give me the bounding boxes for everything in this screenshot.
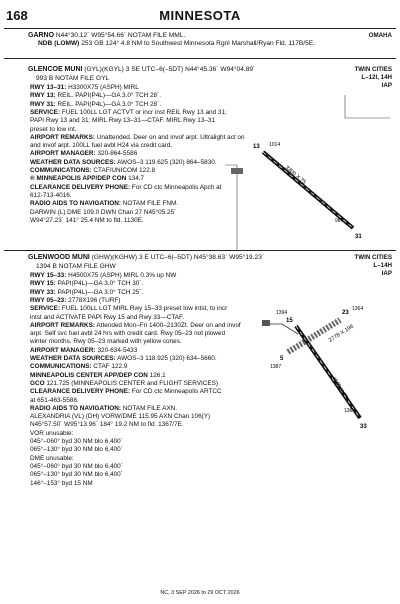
glenwood-line-label: MINNEAPOLIS CENTER APP/DEP CON <box>30 371 148 379</box>
glenwood-line-text: 121.725 (MINNEAPOLIS CENTER and FLIGHT SERVICES) <box>44 379 218 387</box>
glenwood-line-text: PAPI(P4L)—GA 3.0° TCH 25´. <box>55 288 144 296</box>
glencoe-chart-2: L–12I, 14H <box>361 74 392 81</box>
glencoe-heading <box>28 66 255 74</box>
glenwood-line-text: intst and ACTIVATE PAPI Rwy 15 and Rwy 33—CTAF. <box>30 313 185 321</box>
glenwood-line <box>30 380 218 388</box>
glenwood-line-text: PAPI(P4L)—GA 3.0° TCH 30´. <box>55 280 144 288</box>
glencoe-line-text: W94°27.23´ 141° 25.4 NM to fld. 1130E. <box>30 216 144 224</box>
glencoe-line-text: Unattended. Deer on and invof arpt. Ultralight act on <box>94 133 245 141</box>
glenwood-rwy-end-23: 23 <box>342 310 349 316</box>
glenwood-line-text: arpt. Self svc fuel avbl 24 hrs with credit card. Rwy 05–23 not plowed <box>30 330 226 338</box>
glenwood-line-label: RWY 15–33: <box>30 272 67 279</box>
glencoe-line-label: RWY 31: <box>30 100 56 108</box>
glenwood-line <box>30 438 123 446</box>
glencoe-chart-1: TWIN CITIES <box>354 66 392 73</box>
glencoe-line <box>30 184 221 192</box>
glenwood-line-text: Attended Mon–Fri 1400–2130Zt. Deer on and invof <box>94 321 241 329</box>
glenwood-line-label: RWY 05–23: <box>30 296 67 304</box>
divider-1 <box>4 58 396 59</box>
glenwood-line-label: AIRPORT REMARKS: <box>30 321 95 329</box>
glenwood-line <box>30 289 143 297</box>
glencoe-line <box>30 175 144 183</box>
glencoe-line-text: FUEL 100LL LGT ACTVT or incr inst REIL Rwy 13 and 31; <box>60 108 227 116</box>
glencoe-line <box>30 134 245 142</box>
glenwood-line-text: 045°–060° byd 30 NM blo 6,400´ <box>30 462 123 470</box>
glenwood-charts <box>355 254 392 278</box>
glenwood-line-text: 045°–060° byd 30 NM blo 6,400´ <box>30 438 123 445</box>
page-footer: NC, 3 SEP 2026 to 29 OCT 2026 <box>160 590 240 596</box>
glenwood-line <box>30 305 227 313</box>
glenwood-elev-4: 1387 <box>270 364 282 370</box>
glenwood-rwy2-label: 4500 X 75 <box>330 375 349 401</box>
glencoe-road-1 <box>345 95 390 118</box>
glencoe-line-text: REIL. PAPI(P4L)—GA 3.0° TCH 28´. <box>55 92 162 100</box>
glenwood-line-text: DME unusable: <box>30 454 74 462</box>
glenwood-elev-1: 1394 <box>276 310 288 316</box>
glencoe-line-text: REIL. PAPI(P4L)—GA 3.0° TCH 28´. <box>55 100 162 108</box>
glenwood-line <box>30 372 166 380</box>
glencoe-rwy-end-31: 31 <box>355 234 362 240</box>
glencoe-line <box>30 84 139 92</box>
glenwood-line <box>30 347 137 355</box>
glencoe-line-text: H3300X75 (ASPH) MIRL <box>66 84 139 91</box>
glencoe-road-2 <box>225 165 237 250</box>
glenwood-line <box>30 388 222 396</box>
glenwood-line <box>30 297 120 305</box>
glenwood-line-label: GCO <box>30 379 45 387</box>
glenwood-line <box>30 463 123 471</box>
glencoe-line-text: PAPI Rwy 13 and 31; MIRL Rwy 13–31—CTAF. MIRL Rwy 13–31 <box>30 117 216 125</box>
glenwood-line <box>30 480 93 488</box>
glenwood-line <box>30 322 241 330</box>
glenwood-name: GLENWOOD MUNI <box>28 254 90 261</box>
divider-2 <box>4 250 396 251</box>
glencoe-line <box>30 150 137 158</box>
glenwood-line-label: CLEARANCE DELIVERY PHONE: <box>30 388 131 396</box>
glencoe-line <box>30 200 178 208</box>
glenwood-rwy-end-33: 33 <box>360 424 367 430</box>
glenwood-elevation: 1394 B NOTAM FILE GHW <box>36 263 116 270</box>
glenwood-line <box>30 280 143 288</box>
garno-chart: OMAHA <box>368 32 392 39</box>
glencoe-line-label: COMMUNICATIONS: <box>30 167 92 174</box>
glencoe-line-text: DARWIN (L) DME 109.0 DWN Chan 27 N45°05.25´ <box>30 208 177 216</box>
glenwood-line-text: N45°57.50´ W95°13.96´ 184° 19.2 NM to fld. 1367/7E. <box>30 421 184 429</box>
glenwood-line-text: VOR unusable: <box>30 429 74 437</box>
glencoe-line-label: RWY 13–31: <box>30 84 67 91</box>
glenwood-line <box>30 272 176 280</box>
glencoe-charts <box>355 66 392 90</box>
glencoe-line <box>30 209 176 217</box>
garno-ndb-label: NDB (LOMW) <box>38 40 80 47</box>
glencoe-runway-label: 3300 X 75 <box>283 164 307 186</box>
glenwood-line-label: SERVICE: <box>30 305 61 313</box>
glencoe-line <box>30 217 144 225</box>
glenwood-line-text: NOTAM FILE AXN. <box>121 404 178 412</box>
glenwood-elev-2: 1364 <box>352 306 364 312</box>
glenwood-heading <box>28 254 264 262</box>
glencoe-line-text: AWOS–3 119.625 (320) 864–5830. <box>115 158 217 166</box>
glencoe-location: 3 SE UTC–6(–5DT) N44°45.36´ W94°04.89´ <box>125 66 256 73</box>
glenwood-line-text: ALEXANDRIA (VL) (DH) VORW/DME 115.95 AXN Chan 106(Y) <box>30 413 211 421</box>
glenwood-rwy1-label: 2778 X 196 <box>327 323 355 344</box>
glencoe-line-text: 134.7 <box>126 175 145 183</box>
glenwood-line <box>30 455 74 463</box>
glenwood-line <box>30 338 182 346</box>
glenwood-chart-1: TWIN CITIES <box>354 254 392 261</box>
glencoe-line-label: ® MINNEAPOLIS APP/DEP CON <box>30 175 127 183</box>
glencoe-line-label: WEATHER DATA SOURCES: <box>30 158 116 166</box>
glencoe-line <box>30 167 155 175</box>
glenwood-location: 3 E UTC–6(–5DT) N45°38.63´ W95°19.23´ <box>138 254 265 261</box>
glenwood-chart-2: L–14H <box>373 262 392 269</box>
glenwood-line <box>30 421 184 429</box>
glenwood-rwy-end-15: 15 <box>286 318 293 324</box>
glencoe-line <box>30 92 161 100</box>
glenwood-line <box>30 363 127 371</box>
state-title: MINNESOTA <box>159 8 241 23</box>
header-rule <box>4 28 396 29</box>
glencoe-line-label: RWY 13: <box>30 92 56 100</box>
glencoe-line-label: AIRPORT REMARKS: <box>30 133 95 141</box>
glenwood-line-label: RWY 15: <box>30 280 56 288</box>
glencoe-line-label: CLEARANCE DELIVERY PHONE: <box>30 183 131 191</box>
glencoe-name: GLENCOE MUNI <box>28 66 83 73</box>
glencoe-line-text: preset to low int. <box>30 125 77 133</box>
glencoe-line <box>30 117 215 125</box>
glenwood-line-text: 2778X196 (TURF) <box>66 296 121 304</box>
glencoe-line <box>30 126 77 134</box>
glenwood-line-text: winter months. Rwy 05–23 marked with yellow cones. <box>30 338 182 346</box>
glenwood-line-label: COMMUNICATIONS: <box>30 363 92 371</box>
glencoe-line-label: SERVICE: <box>30 108 61 116</box>
glenwood-line-text: AWOS–3 118.925 (320) 634–5660. <box>115 355 217 362</box>
glencoe-elevation: 993 B NOTAM FILE GYL <box>36 75 110 82</box>
glencoe-line <box>30 109 227 117</box>
glenwood-ident: (GHW)(KGHW) <box>91 254 138 261</box>
glencoe-elev-label-2: 987 <box>335 218 344 224</box>
page-header <box>0 6 400 26</box>
glenwood-line-text: CTAF 122.9 <box>91 363 128 371</box>
glencoe-chart-3: IAP <box>381 82 392 89</box>
garno-ndb-info: 253 GB 124° 4.8 NM to Southwest Minnesota Rgnl Marshall/Ryan Fld. 117B/5E. <box>81 40 316 47</box>
glenwood-elev-3: 1367 <box>344 408 356 414</box>
glencoe-rwy-end-13: 13 <box>253 144 260 150</box>
glenwood-line <box>30 314 184 322</box>
glenwood-line <box>30 330 225 338</box>
glenwood-line <box>30 430 73 438</box>
glencoe-line-label: AIRPORT MANAGER: <box>30 150 96 158</box>
glenwood-line <box>30 446 123 454</box>
glenwood-line <box>30 397 79 405</box>
glencoe-line <box>30 101 161 109</box>
glenwood-line-text: 320-634-5433 <box>95 346 138 354</box>
glenwood-line-text: H4500X75 (ASPH) MIRL 0.3% up NW <box>66 272 177 279</box>
glencoe-line-text: 612-713-4016. <box>30 191 72 199</box>
glencoe-runway-13-31 <box>263 152 353 228</box>
glencoe-building <box>231 168 243 174</box>
garno-name: GARNO <box>28 32 55 39</box>
glencoe-line <box>30 159 217 167</box>
glenwood-line-text: For CD ctc Minneapolis ARTCC <box>130 388 222 396</box>
glencoe-line-text: For CD ctc Minneapolis Apch at <box>130 183 222 191</box>
glenwood-line-text: 146°–153° byd 15 NM <box>30 479 93 487</box>
glencoe-line-text: NOTAM FILE FNM. <box>121 200 179 208</box>
glencoe-elev-label: 1014 <box>269 142 281 148</box>
glenwood-line-text: 065°–130° byd 30 NM blo 6,400´ <box>30 446 123 454</box>
glenwood-rwy-end-5: 5 <box>280 356 284 362</box>
garno-coords: N44°30.12´ W95°54.66´ NOTAM FILE MML. <box>55 32 186 39</box>
glenwood-airport-diagram <box>248 290 388 440</box>
glenwood-line-text: FUEL 100LL LGT MIRL Rwy 15–33 preset low intst, to incr <box>60 305 228 313</box>
glencoe-line-text: and invof arpt. 100LL fuel avbl H24 via credit card. <box>30 142 173 150</box>
glenwood-line-text: 126.1 <box>147 371 166 379</box>
garno-ndb <box>38 40 315 48</box>
glenwood-line-label: RADIO AIDS TO NAVIGATION: <box>30 404 122 412</box>
glencoe-line-text: 320-864-5586 <box>95 150 138 158</box>
glencoe-airport-diagram <box>225 90 390 250</box>
glenwood-line-text: at 651-463-5588. <box>30 396 79 404</box>
glenwood-line-label: WEATHER DATA SOURCES: <box>30 355 116 362</box>
page-number: 168 <box>6 8 28 23</box>
glencoe-line-label: RADIO AIDS TO NAVIGATION: <box>30 200 122 208</box>
glenwood-line <box>30 405 177 413</box>
glencoe-line-text: CTAF/UNICOM 122.8 <box>91 167 156 174</box>
glenwood-line <box>30 471 123 479</box>
glenwood-line-label: RWY 33: <box>30 288 56 296</box>
glencoe-line <box>30 192 72 200</box>
glencoe-ident: (GYL)(KGYL) <box>84 66 124 73</box>
glenwood-line-text: 065°–130° byd 30 NM blo 6,400´ <box>30 471 123 479</box>
glencoe-line <box>30 142 172 150</box>
glenwood-chart-3: IAP <box>381 270 392 277</box>
glenwood-line-label: AIRPORT MANAGER: <box>30 346 96 354</box>
glenwood-line <box>30 355 217 363</box>
